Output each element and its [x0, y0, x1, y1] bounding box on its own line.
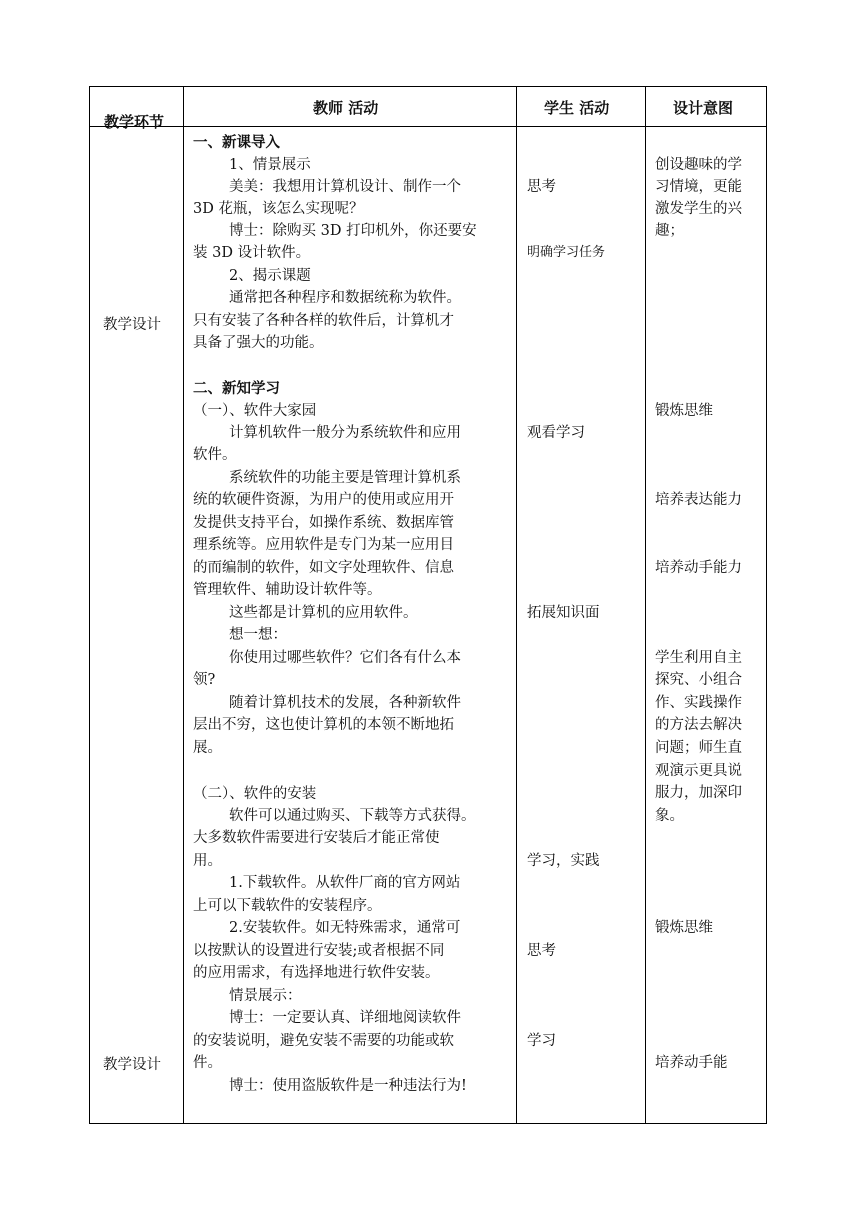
teacher-line: 博士：除购买 3D 打印机外，你还要安: [229, 223, 477, 239]
teacher-line: 管理软件、辅助设计软件等。: [193, 582, 382, 598]
intent-line: 的方法去解决: [655, 717, 742, 733]
intent-line: 激发学生的兴: [655, 201, 742, 217]
intent-line: 探究、小组合: [655, 672, 742, 688]
teacher-line: 发提供支持平台，如操作系统、数据库管: [193, 515, 454, 531]
teacher-line: 统的软硬件资源，为用户的使用或应用开: [193, 492, 454, 508]
teacher-line: 计算机软件一般分为系统软件和应用: [229, 425, 461, 441]
teacher-line: 系统软件的功能主要是管理计算机系: [229, 470, 461, 486]
teacher-line: 这些都是计算机的应用软件。: [229, 605, 418, 621]
teacher-line: 理系统等。应用软件是专门为某一应用目: [193, 537, 454, 553]
teacher-line: 只有安装了各种各样的软件后，计算机才: [193, 313, 454, 329]
teacher-line: 领?: [193, 672, 216, 688]
header-teacher-activity: 教师 活动: [313, 99, 379, 117]
student-item: 学习: [527, 1033, 556, 1049]
teacher-line: （二）、软件的安装: [193, 786, 317, 802]
intent-line: 创设趣味的学: [655, 157, 742, 173]
intent-line: 培养表达能力: [655, 492, 742, 508]
teacher-line: 装 3D 设计软件。: [193, 245, 311, 261]
teacher-line: 展。: [193, 740, 222, 756]
teacher-line: 软件。: [193, 447, 237, 463]
teacher-line: 层出不穷，这也使计算机的本领不断地拓: [193, 717, 454, 733]
intent-line: 观演示更具说: [655, 763, 742, 779]
teacher-line: 软件可以通过购买、下载等方式获得。: [229, 808, 476, 824]
intent-line: 锻炼思维: [655, 920, 713, 936]
teacher-line: 件。: [193, 1055, 222, 1071]
teacher-line: 美美：我想用计算机设计、制作一个: [229, 179, 461, 195]
intent-line: 锻炼思维: [655, 403, 713, 419]
header-design-intent: 设计意图: [673, 99, 734, 117]
student-item: 思考: [527, 943, 556, 959]
teacher-line: 你使用过哪些软件？它们各有什么本: [229, 650, 461, 666]
header-student-activity: 学生 活动: [544, 99, 610, 117]
teacher-line: 通常把各种程序和数据统称为软件。: [229, 290, 461, 306]
student-item: 拓展知识面: [527, 605, 600, 621]
teacher-line: 1.下载软件。从软件厂商的官方网站: [229, 875, 461, 891]
student-item: 思考: [527, 179, 556, 195]
teacher-line: 二、新知学习: [193, 380, 280, 397]
intent-line: 象。: [655, 808, 684, 824]
intent-line: 服力，加深印: [655, 785, 742, 801]
teacher-line: 2、揭示课题: [229, 268, 311, 284]
student-item: 明确学习任务: [527, 245, 606, 260]
teacher-line: 上可以下载软件的安装程序。: [193, 898, 382, 914]
intent-line: 学生利用自主: [655, 650, 742, 666]
intent-line: 培养动手能力: [655, 560, 742, 576]
teacher-line: 具备了强大的功能。: [193, 335, 324, 351]
intent-line: 作、实践操作: [655, 695, 742, 711]
section-label: 教学设计: [103, 317, 161, 333]
teacher-line: 想一想：: [229, 627, 287, 643]
teacher-line: 的应用需求，有选择地进行软件安装。: [193, 965, 440, 981]
teacher-line: 一、新课导入: [193, 134, 280, 151]
teacher-line: 博士：使用盗版软件是一种违法行为!: [229, 1078, 467, 1094]
student-item: 学习，实践: [527, 853, 600, 869]
intent-line: 习情境，更能: [655, 179, 742, 195]
teacher-line: 的而编制的软件，如文字处理软件、信息: [193, 560, 454, 576]
teacher-line: 2.安装软件。如无特殊需求，通常可: [229, 920, 461, 936]
teacher-line: 情景展示：: [229, 988, 302, 1004]
teacher-line: 的安装说明，避免安装不需要的功能或软: [193, 1033, 454, 1049]
teacher-line: 随着计算机技术的发展，各种新软件: [229, 695, 461, 711]
header-section: 教学环节: [104, 113, 165, 131]
teacher-line: 用。: [193, 853, 222, 869]
teacher-line: 3D 花瓶，该怎么实现呢？: [193, 201, 364, 217]
section-label: 教学设计: [103, 1057, 161, 1073]
teacher-line: 以按默认的设置进行安装;或者根据不同: [193, 943, 445, 959]
teacher-line: 1、情景展示: [229, 157, 311, 173]
intent-line: 培养动手能: [655, 1055, 728, 1071]
intent-line: 趣；: [655, 223, 684, 239]
teacher-line: （一）、软件大家园: [193, 403, 317, 419]
teacher-line: 博士：一定要认真、详细地阅读软件: [229, 1010, 461, 1026]
teacher-line: 大多数软件需要进行安装后才能正常使: [193, 830, 440, 846]
student-item: 观看学习: [527, 425, 585, 441]
intent-line: 问题；师生直: [655, 740, 742, 756]
